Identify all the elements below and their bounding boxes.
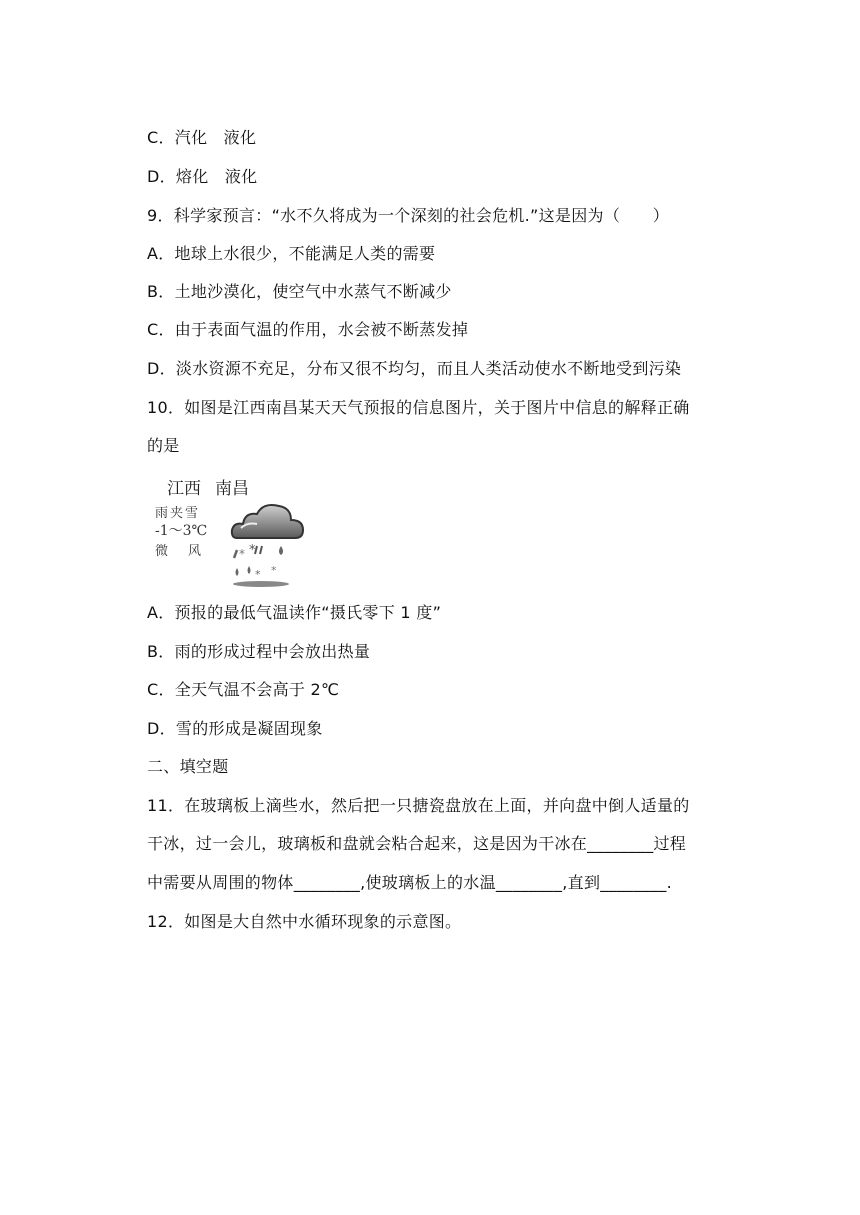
- q9-option-b: B．土地沙漠化，使空气中水蒸气不断减少: [147, 282, 452, 301]
- q10-option-a: A．预报的最低气温读作“摄氏零下 1 度”: [147, 603, 442, 622]
- q9-option-d: D．淡水资源不充足，分布又很不均匀，而且人类活动使水不断地受到污染: [147, 359, 682, 378]
- weather-city: 南昌: [215, 479, 249, 499]
- svg-text:*: *: [249, 543, 256, 558]
- svg-text:*: *: [239, 547, 245, 561]
- q8-option-c: C．汽化 液化: [147, 128, 257, 147]
- svg-text:*: *: [255, 568, 261, 581]
- weather-condition: 雨夹雪: [155, 506, 201, 521]
- q8-option-d: D．熔化 液化: [147, 167, 258, 186]
- weather-forecast-figure: [147, 472, 312, 590]
- q10-stem-line1: 10．如图是江西南昌某天天气预报的信息图片，关于图片中信息的解释正确: [147, 398, 690, 417]
- weather-wind: 微风: [155, 544, 222, 559]
- q9-option-a: A．地球上水很少，不能满足人类的需要: [147, 244, 436, 263]
- weather-province: 江西: [167, 479, 201, 499]
- section-heading-fill-in: 二、填空题: [147, 757, 229, 776]
- svg-text:*: *: [271, 564, 277, 577]
- rain-snow-cloud-icon: [227, 498, 309, 588]
- q11-stem-line2: 干冰，过一会儿，玻璃板和盘就会粘合起来，这是因为干冰在________过程: [147, 834, 687, 853]
- weather-temperature: -1～3℃: [155, 523, 208, 539]
- q12-stem: 12．如图是大自然中水循环现象的示意图。: [147, 912, 462, 931]
- weather-location: [167, 474, 249, 499]
- q9-option-c: C．由于表面气温的作用，水会被不断蒸发掉: [147, 320, 469, 339]
- q11-stem-line3: 中需要从周围的物体________,使玻璃板上的水温________,直到________.: [147, 873, 673, 892]
- q10-option-c: C．全天气温不会高于 2℃: [147, 680, 340, 699]
- q10-option-b: B．雨的形成过程中会放出热量: [147, 642, 371, 661]
- q11-stem-line1: 11．在玻璃板上滴些水，然后把一只搪瓷盘放在上面，并向盘中倒人适量的: [147, 796, 690, 815]
- q9-stem: 9．科学家预言：“水不久将成为一个深刻的社会危机.”这是因为（ ）: [147, 206, 670, 225]
- q10-stem-line2: 的是: [147, 436, 180, 455]
- q10-option-d: D．雪的形成是凝固现象: [147, 719, 323, 738]
